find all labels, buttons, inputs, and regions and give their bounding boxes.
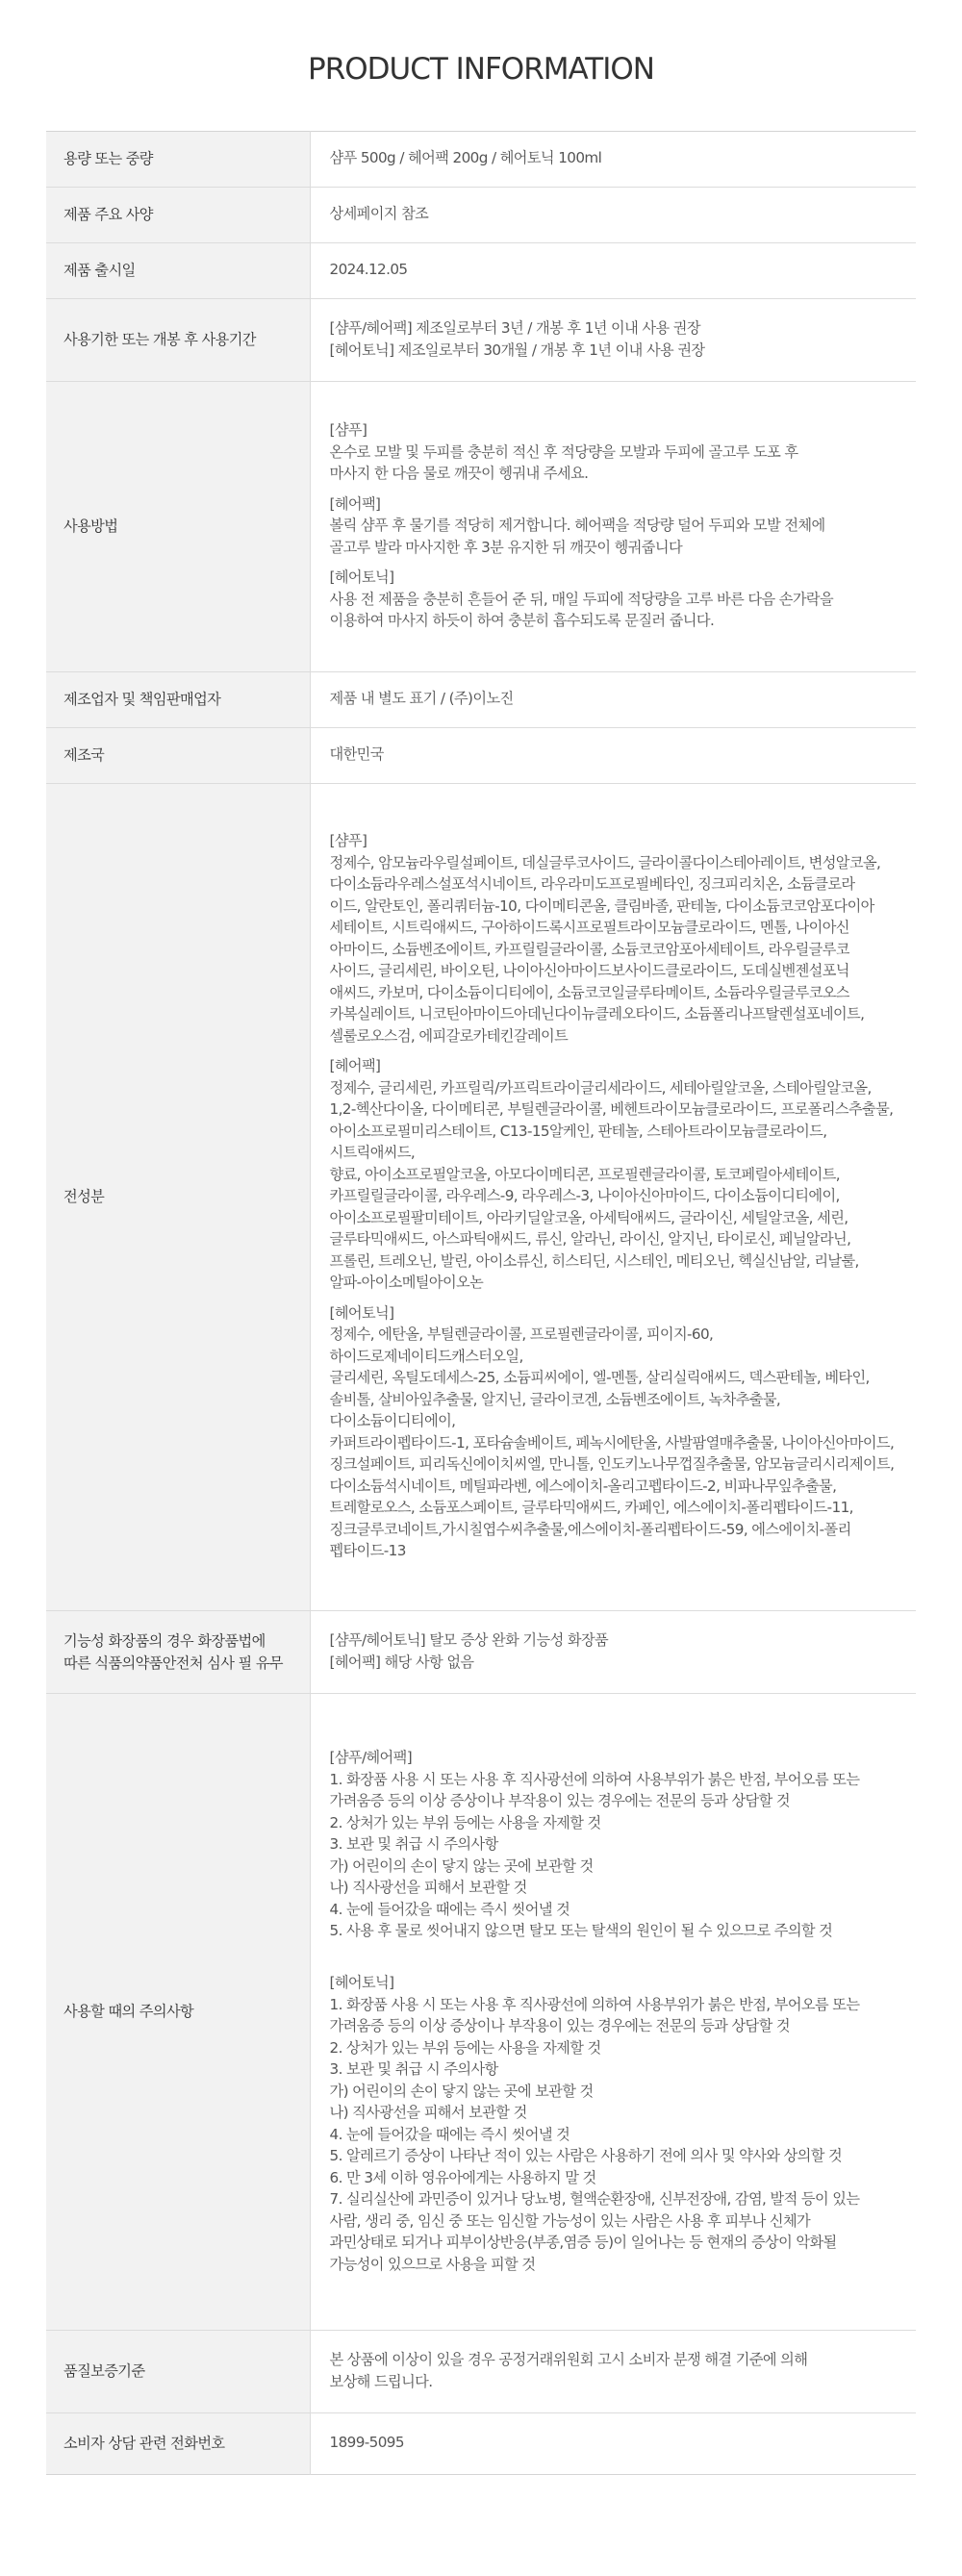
usage-hair-tonic: [헤어토닉] 사용 전 제품을 충분히 흔들어 준 뒤, 매일 두피에 적당량을 고루 바른 다음 손가락을 이용하여 마사지 하듯이 하여 충분히 흡수되도록 문질러 줍니다. xyxy=(329,568,834,630)
table-row-functional-review xyxy=(46,1611,916,1694)
row-label: 용량 또는 중량 xyxy=(46,132,310,188)
row-value xyxy=(310,784,916,1611)
row-value xyxy=(310,1694,916,2331)
precautions-shampoo-pack: [샴푸/헤어팩] 1. 화장품 사용 시 또는 사용 후 직사광선에 의하여 사용부위가 붉은 반점, 부어오름 또는 가려움증 등의 이상 증상이나 부작용이 있는 경우에는 전문의 등과 상담할 것 2. 상처가 있는 부위 등에는 사용을 자제할 것 3. 보관 및 취급 시 주의사항 가) 어린이의 손이 닿지 않는 곳에 보관할 것 나) 직사광선을 피해서 보관할 것 4. 눈에 들어갔을 때에는 즉시 씻어낼 것 5. 사용 후 물로 씻어내지 않으면 탈모 또는 탈색의 원인이 될 수 있으므로 주의할 것 xyxy=(329,1749,860,1939)
row-value: 1899-5095 xyxy=(329,2434,404,2452)
page-title: PRODUCT INFORMATION xyxy=(308,52,654,87)
row-label: 품질보증기준 xyxy=(46,2331,310,2413)
ingredients-shampoo: [샴푸] 정제수, 암모늄라우릴설페이트, 데실글루코사이드, 글라이콜다이스테아레이트, 변성알코올, 다이소듐라우레스설포석시네이트, 라우라미도프로필베타인, 징크피리치온, 소듐클로라 이드, 알란토인, 폴리쿼터늄-10, 다이메티콘올, 클림바졸, 판테놀, 다이소듐코코암포다이아 세테이트, 시트릭애씨드, 구아하이드록시프로필트라이모늄클로라이드, 멘톨, 나이아신 아마이드, 소듐벤조에이트, 카프릴릴글라이콜, 소듐코코암포아세테이트, 라우릴글루코 사이드, 글리세린, 바이오틴, 나이아신아마이드보사이드클로라이드, 도데실벤젠설포닉 애씨드, 카보머, 다이소듐이디티에이, 소듐코코일글루타메이트, 소듐라우릴글루코오스 카복실레이트, 니코틴아마이드아데닌다이뉴클레오타이드, 소듐폴리나프탈렌설포네이트, 셀룰로오스검, 에피갈로카테킨갈레이트 xyxy=(329,832,881,1045)
table-row-release-date xyxy=(46,243,916,299)
table-row-quality-standard xyxy=(46,2331,916,2413)
row-value: 본 상품에 이상이 있을 경우 공정거래위원회 고시 소비자 분쟁 해결 기준에 의해 보상해 드립니다. xyxy=(310,2331,916,2413)
row-label: 사용기한 또는 개봉 후 사용기간 xyxy=(46,299,310,382)
row-value: [샴푸/헤어토닉] 탈모 증상 완화 기능성 화장품 [헤어팩] 해당 사항 없음 xyxy=(310,1611,916,1694)
ingredients-hair-pack: [헤어팩] 정제수, 글리세린, 카프릴릭/카프릭트라이글리세라이드, 세테아릴알코올, 스테아릴알코올, 1,2-헥산다이올, 다이메티콘, 부틸렌글라이콜, 베헨트라이모늄클로라이드, 프로폴리스추출물, 아이소프로필미리스테이트, C13-15알케인, 판테놀, 스테아트라이모늄클로라이드, 시트릭애씨드, 향료, 아이소프로필알코올, 아모다이메티콘, 프로필렌글라이콜, 토코페릴아세테이트, 카프릴릴글라이콜, 라우레스-9, 라우레스-3, 나이아신아마이드, 다이소듐이디티에이, 아이소프로필팔미테이트, 아라키딜알코올, 아세틱애씨드, 글라이신, 세틸알코올, 세린, 글루타믹애씨드, 아스파틱애씨드, 류신, 알라닌, 라이신, 알지닌, 타이로신, 페닐알라닌, 프롤린, 트레오닌, 발린, 아이소류신, 히스티딘, 시스테인, 메티오닌, 헥실신남알, 리날룰, 알파-아이소메틸아이오논 xyxy=(329,1057,894,1292)
table-row-usage xyxy=(46,382,916,672)
row-value: 제품 내 별도 표기 / (주)이노진 xyxy=(310,672,916,728)
row-label: 제조국 xyxy=(46,728,310,784)
product-info-table xyxy=(46,131,916,2475)
table-row-country xyxy=(46,728,916,784)
row-value: 대한민국 xyxy=(310,728,916,784)
usage-hair-pack: [헤어팩] 볼릭 샴푸 후 물기를 적당히 제거합니다. 헤어팩을 적당량 덜어 두피와 모발 전체에 골고루 발라 마사지한 후 3분 유지한 뒤 깨끗이 헹궈줍니다 xyxy=(329,494,825,556)
table-row-phone xyxy=(46,2413,916,2475)
row-value: 샴푸 500g / 헤어팩 200g / 헤어토닉 100ml xyxy=(310,132,916,188)
row-value xyxy=(310,382,916,672)
row-label: 사용방법 xyxy=(46,382,310,672)
row-value: 2024.12.05 xyxy=(310,243,916,299)
table-row-ingredients xyxy=(46,784,916,1611)
table-row-manufacturer xyxy=(46,672,916,728)
row-label: 제품 출시일 xyxy=(46,243,310,299)
row-label: 제조업자 및 책임판매업자 xyxy=(46,672,310,728)
table-row-specs xyxy=(46,188,916,243)
row-label: 제품 주요 사양 xyxy=(46,188,310,243)
row-label: 기능성 화장품의 경우 화장품법에 따른 식품의약품안전처 심사 필 유무 xyxy=(46,1611,310,1694)
precautions-hair-tonic: [헤어토닉] 1. 화장품 사용 시 또는 사용 후 직사광선에 의하여 사용부위가 붉은 반점, 부어오름 또는 가려움증 등의 이상 증상이나 부작용이 있는 경우에는 전문의 등과 상담할 것 2. 상처가 있는 부위 등에는 사용을 자제할 것 3. 보관 및 취급 시 주의사항 가) 어린이의 손이 닿지 않는 곳에 보관할 것 나) 직사광선을 피해서 보관할 것 4. 눈에 들어갔을 때에는 즉시 씻어낼 것 5. 알레르기 증상이 나타난 적이 있는 사람은 사용하기 전에 의사 및 약사와 상의할 것 6. 만 3세 이하 영유아에게는 사용하지 말 것 7. 실리실산에 과민증이 있거나 당뇨병, 혈액순환장애, 신부전장애, 감염, 발적 등이 있는 사람, 생리 중, 임신 중 또는 임신할 가능성이 있는 사람은 사용 후 피부나 신체가 과민상태로 되거나 피부이상반응(부종,염증 등)이 일어나는 등 현재의 증상이 악화될 가능성이 있으므로 사용을 피할 것 xyxy=(329,1974,860,2273)
ingredients-hair-tonic: [헤어토닉] 정제수, 에탄올, 부틸렌글라이콜, 프로필렌글라이콜, 피이지-60, 하이드로제네이티드캐스터오일, 글리세린, 옥틸도데세스-25, 소듐피씨에이, 엘-멘톨, 살리실릭애씨드, 덱스판테놀, 베타인, 솔비톨, 살비아잎추출물, 알지닌, 글라이코겐, 소듐벤조에이트, 녹차추출물, 다이소듐이디티에이, 카퍼트라이펩타이드-1, 포타슘솔베이트, 페녹시에탄올, 사발팜열매추출물, 나이아신아마이드, 징크설페이트, 피리독신에이치씨엘, 만니톨, 인도키노나무껍질추출물, 암모늄글리시리제이트, 다이소듐석시네이트, 메틸파라벤, 에스에이치-올리고펩타이드-2, 비파나무잎추출물, 트레할로오스, 소듐포스페이트, 글루타믹애씨드, 카페인, 에스에이치-폴리펩타이드-11, 징크글루코네이트,가시칠엽수씨추출물,에스에이치-폴리펩타이드-59, 에스에이치-폴리 펩타이드-13 xyxy=(329,1303,895,1560)
row-label: 소비자 상담 관련 전화번호 xyxy=(46,2413,310,2475)
row-value: [샴푸/헤어팩] 제조일로부터 3년 / 개봉 후 1년 이내 사용 권장 [헤어토닉] 제조일로부터 30개월 / 개봉 후 1년 이내 사용 권장 xyxy=(310,299,916,382)
usage-shampoo: [샴푸] 온수로 모발 및 두피를 충분히 적신 후 적당량을 모발과 두피에 골고루 도포 후 마사지 한 다음 물로 깨끗이 헹궈내 주세요. xyxy=(329,421,798,483)
table-row-volume xyxy=(46,132,916,188)
table-row-expiry xyxy=(46,299,916,382)
row-label: 전성분 xyxy=(46,784,310,1611)
row-value: 상세페이지 참조 xyxy=(310,188,916,243)
row-label: 사용할 때의 주의사항 xyxy=(46,1694,310,2331)
table-row-precautions xyxy=(46,1694,916,2331)
